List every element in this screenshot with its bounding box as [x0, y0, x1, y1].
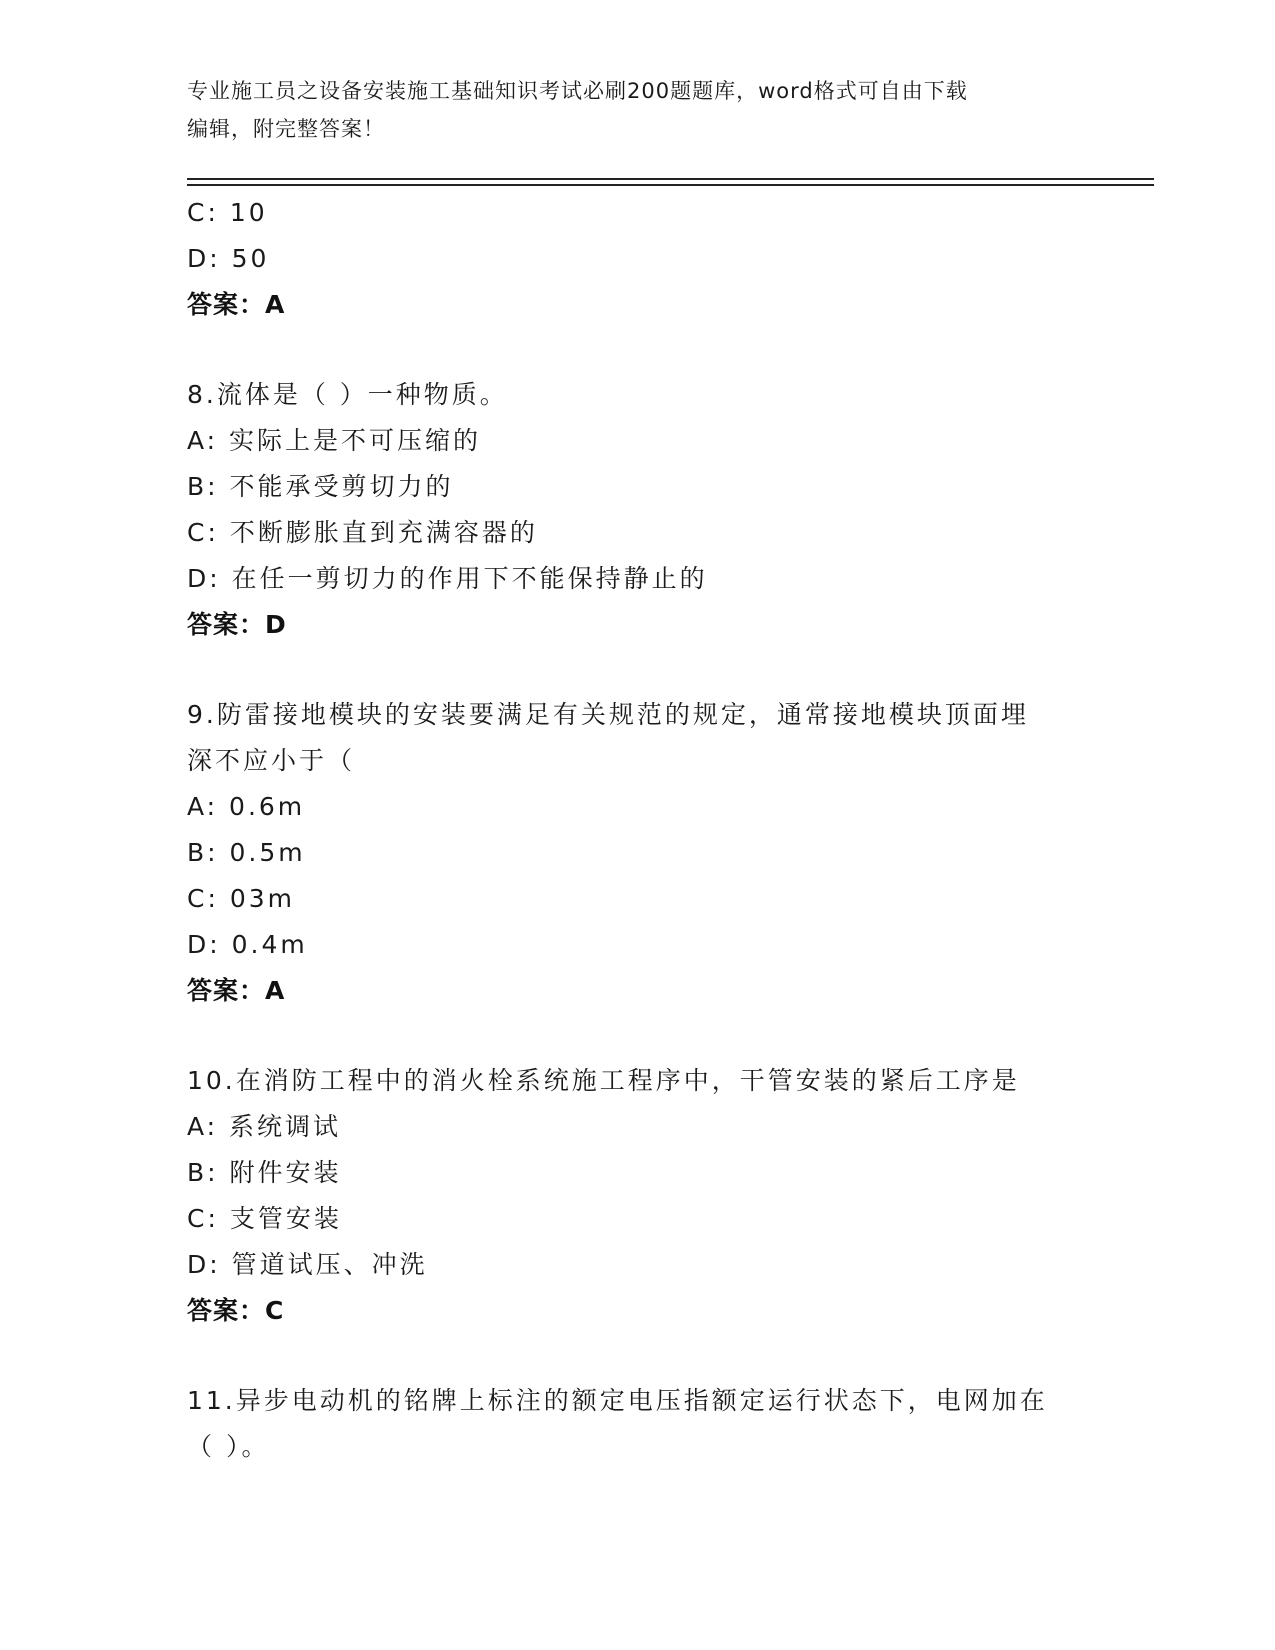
question-7-tail	[187, 190, 1087, 328]
question-spacer	[187, 1014, 1087, 1058]
question-9	[187, 692, 1087, 1014]
question-8	[187, 372, 1087, 648]
header-title-line2: 编辑，附完整答案！	[187, 117, 385, 141]
answer-line: 答案：D	[187, 610, 287, 639]
header-divider-top	[187, 178, 1154, 180]
option-d: D: 在任一剪切力的作用下不能保持静止的	[187, 564, 708, 593]
question-11	[187, 1378, 1087, 1470]
question-stem: 8.流体是（ ）一种物质。	[187, 380, 508, 409]
question-list	[187, 190, 1087, 1470]
header-title-line1: 专业施工员之设备安装施工基础知识考试必刷200题题库，word格式可自由下载	[187, 79, 968, 103]
option-c: C: 支管安装	[187, 1204, 342, 1233]
question-stem-line2: （ ）。	[187, 1432, 270, 1461]
header-divider-bottom	[187, 184, 1154, 186]
question-stem-line1: 11.异步电动机的铭牌上标注的额定电压指额定运行状态下，电网加在	[187, 1386, 1048, 1415]
question-stem-line2: 深不应小于（	[187, 746, 356, 775]
option-d: D: 0.4m	[187, 930, 308, 959]
option-c: C: 不断膨胀直到充满容器的	[187, 518, 538, 547]
question-10	[187, 1058, 1087, 1334]
document-header	[187, 72, 1087, 148]
option-a: A: 系统调试	[187, 1112, 342, 1141]
option-d: D: 管道试压、冲洗	[187, 1250, 428, 1279]
question-stem: 10.在消防工程中的消火栓系统施工程序中，干管安装的紧后工序是	[187, 1066, 1020, 1095]
option-b: B: 0.5m	[187, 838, 306, 867]
option-c: C: 03m	[187, 884, 295, 913]
option-d: D: 50	[187, 244, 270, 273]
question-spacer	[187, 328, 1087, 372]
answer-line: 答案：A	[187, 976, 286, 1005]
question-spacer	[187, 648, 1087, 692]
option-b: B: 附件安装	[187, 1158, 342, 1187]
question-spacer	[187, 1334, 1087, 1378]
answer-line: 答案：A	[187, 290, 286, 319]
option-a: A: 实际上是不可压缩的	[187, 426, 482, 455]
option-b: B: 不能承受剪切力的	[187, 472, 454, 501]
question-stem-line1: 9.防雷接地模块的安装要满足有关规范的规定，通常接地模块顶面埋	[187, 700, 1029, 729]
option-c: C: 10	[187, 198, 268, 227]
answer-line: 答案：C	[187, 1296, 285, 1325]
option-a: A: 0.6m	[187, 792, 306, 821]
